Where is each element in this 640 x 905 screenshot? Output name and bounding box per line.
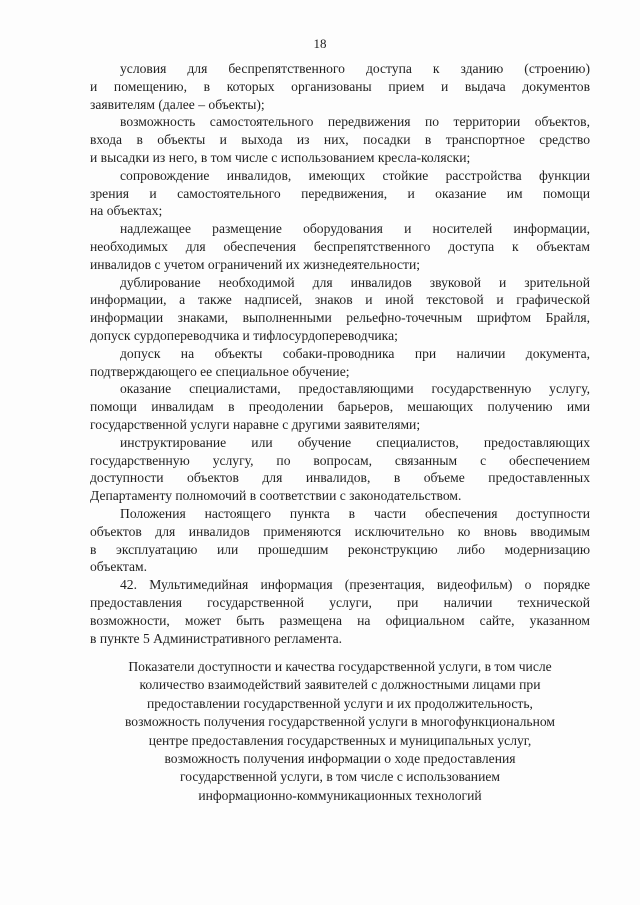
paragraph-item-42	[90, 576, 590, 647]
text-line: объектам.	[90, 559, 148, 575]
text-line: заявителям (далее – объекты);	[90, 96, 265, 112]
text-line: допуск сурдопереводчика и тифлосурдопереводчика;	[90, 327, 398, 343]
text-line: оказание специалистами, предоставляющими государственную услугу,	[120, 381, 590, 397]
text-line: и высадки из него, в том числе с использованием кресла-коляски;	[90, 149, 471, 165]
text-line: 42. Мультимедийная информация (презентация, видеофильм) о порядке	[120, 577, 590, 593]
text-line: возможность самостоятельного передвижения по территории объектов,	[120, 114, 590, 130]
heading-line: количество взаимодействий заявителей с должностными лицами при	[139, 677, 541, 693]
text-line: объектов для инвалидов применяются исключительно ко вновь вводимым	[90, 523, 590, 539]
text-line: Департаменту полномочий в соответствии с законодательством.	[90, 488, 462, 504]
heading-line: государственной услуги, в том числе с использованием	[180, 769, 500, 785]
text-line: государственной услуги наравне с другими заявителями;	[90, 416, 421, 432]
page-number: 18	[313, 36, 327, 51]
text-line: информации знаками, выполненными рельефно-точечным шрифтом Брайля,	[90, 310, 590, 326]
heading-line: информационно-коммуникационных технологий	[198, 787, 482, 803]
text-line: подтверждающего ее специальное обучение;	[90, 363, 350, 379]
paragraph-provisions	[90, 505, 590, 576]
heading-line: предоставлении государственной услуги и их продолжительность,	[147, 695, 533, 711]
text-line: Положения настоящего пункта в части обеспечения доступности	[120, 505, 590, 521]
text-line: помощи инвалидам в преодолении барьеров, мешающих получению ими	[90, 399, 590, 415]
text-line: надлежащее размещение оборудования и носителей информации,	[120, 221, 590, 237]
text-line: предоставления государственной услуги, при наличии технической	[90, 594, 590, 610]
paragraph-instruction	[90, 434, 590, 505]
text-line: возможности, может быть размещена на официальном сайте, указанном	[90, 612, 590, 628]
text-line: зрения и самостоятельного передвижения, и оказание им помощи	[90, 185, 590, 201]
text-line: информации, а также надписей, знаков и иной текстовой и графической	[90, 292, 590, 308]
paragraph-access-conditions	[90, 60, 590, 113]
text-line: государственную услугу, по вопросам, связанным с обеспечением	[90, 452, 590, 468]
heading-line: центре предоставления государственных и муниципальных услуг,	[148, 732, 532, 748]
text-line: доступности объектов для инвалидов, в объеме предоставленных	[90, 470, 590, 486]
text-line: на объектах;	[90, 203, 163, 219]
body-text	[90, 60, 590, 647]
section-heading	[90, 658, 590, 805]
paragraph-escort	[90, 167, 590, 220]
heading-line: возможность получения государственной услуги в многофункциональном	[124, 714, 556, 730]
paragraph-guide-dog	[90, 345, 590, 381]
paragraph-equipment	[90, 220, 590, 273]
text-line: условия для беспрепятственного доступа к зданию (строению)	[120, 61, 590, 76]
text-line: в эксплуатацию или прошедшим реконструкцию либо модернизацию	[90, 541, 590, 557]
paragraph-independent-movement	[90, 113, 590, 166]
heading-line: возможность получения информации о ходе предоставления	[164, 751, 516, 767]
text-line: допуск на объекты собаки-проводника при наличии документа,	[120, 345, 590, 361]
text-line: сопровождение инвалидов, имеющих стойкие расстройства функции	[120, 167, 590, 183]
text-line: и помещению, в которых организованы прием и выдача документов	[90, 78, 590, 94]
text-line: необходимых для обеспечения беспрепятственного доступа к объектам	[90, 238, 590, 254]
heading-line: Показатели доступности и качества государственной услуги, в том числе	[128, 659, 552, 674]
text-line: дублирование необходимой для инвалидов звуковой и зрительной	[120, 274, 590, 290]
text-line: инструктирование или обучение специалистов, предоставляющих	[120, 434, 590, 450]
paragraph-duplication	[90, 274, 590, 345]
paragraph-specialist-help	[90, 380, 590, 433]
text-line: инвалидов с учетом ограничений их жизнедеятельности;	[90, 256, 421, 272]
text-line: входа в объекты и выхода из них, посадки в транспортное средство	[90, 132, 590, 148]
text-line: в пункте 5 Административного регламента.	[90, 630, 343, 646]
